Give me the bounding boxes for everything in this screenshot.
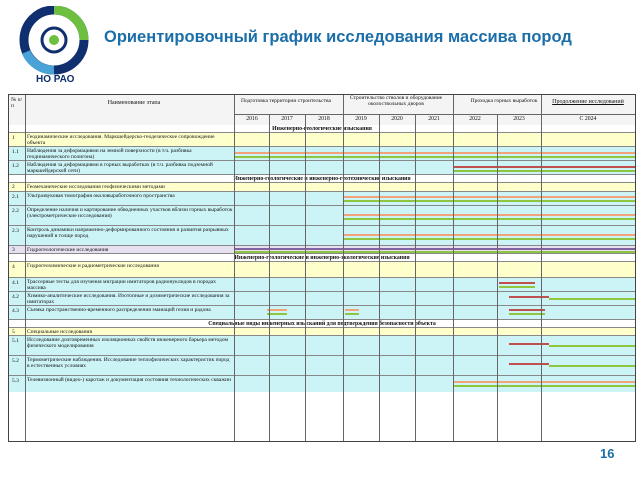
grid-line [497,115,498,441]
grid-line [415,115,416,441]
schedule-table [8,94,636,442]
row-num: 1.1 [12,149,19,155]
gantt-bar [345,313,359,315]
gantt-bar [509,309,545,311]
gantt-bar [235,156,635,158]
row-name: Специальные исследования [27,329,93,335]
col-phase3-header: Проходка горных выработок [470,98,538,104]
row-num: 5.3 [12,378,19,384]
col-phase2-header: Строительство стволов и оборудование околоствольных дворов [349,95,443,108]
logo-text: НО РАО [36,74,75,85]
row-num: 2.3 [12,228,19,234]
row-num: 1.2 [12,163,19,169]
gantt-bar [453,166,635,168]
gantt-bar [549,365,635,367]
gantt-bar [499,286,535,288]
gantt-bar [267,313,287,315]
row-num: 4.1 [12,280,19,286]
row-num: 5 [12,329,15,335]
year-2017: 2017 [281,116,293,122]
col-num-header: № п/п [11,97,23,110]
year-2023: 2023 [513,116,525,122]
year-2019: 2019 [355,116,367,122]
row-num: 2.1 [12,194,19,200]
year-2016: 2016 [246,116,258,122]
gantt-bar [509,363,549,365]
grid-line [305,115,306,441]
grid-line [541,95,542,441]
row-name: Химико-аналитические исследования. Изотопные и дозиметрические исследования за имитаторах [27,293,230,306]
col-name-header: Наименование этапа [107,100,161,106]
row-num: 5.2 [12,358,19,364]
year-2020: 2020 [391,116,403,122]
row-name: Телевизионный (видео-) каротаж и документация состояния технологических скважин [27,377,231,383]
gantt-bar [343,234,635,236]
gantt-bar [549,298,635,300]
page-number: 16 [600,446,615,461]
grid-line [343,95,344,441]
row-name: Геомеханические исследования геофизическими методами [27,184,165,190]
gantt-bar [453,381,635,383]
section-label: Инженерно-геологические и инженерно-экологические изыскания [234,254,410,261]
row-name: Гидрогеохимические и радиометрические исследования [27,263,159,269]
gantt-bar [343,200,635,202]
grid-line [269,115,270,441]
grid-line [379,115,380,441]
gantt-bar [343,238,635,240]
year-2024: С 2024 [579,116,597,122]
row-name: Наблюдения за деформациями в горных выработках (в т.ч. разбивка подземной маркшейдерской сети) [27,162,213,175]
row-name: Геодинамические исследования. Маркшейдерско-геодезическое сопровождение объекта [27,134,215,147]
section-label: Инженерно-геологические и инженерно-геотехнические изыскания [233,175,411,182]
row-num: 4 [12,264,15,270]
gantt-bar [235,152,635,154]
row-name: Наблюдения за деформациями на земной поверхности (в т.ч. разбивка геодинамического полигона) [27,148,192,161]
col-phase1-header: Подготовка территории строительства [241,98,331,104]
gantt-bar [499,282,535,284]
col-phase4-header: Продолжение исследований [552,99,624,105]
gantt-bar [345,309,359,311]
row-name: Ультразвуковая томография околовыработочного пространства [27,193,175,199]
year-2022: 2022 [469,116,481,122]
row-name: Контроль динамики напряженно-деформированного состояния и развития разрывных нарушений в толще пород [27,227,229,240]
row-num: 2.2 [12,208,19,214]
row-num: 1 [12,135,15,141]
gantt-bar [343,214,635,216]
grid-line [25,95,26,441]
row-num: 4.2 [12,294,19,300]
logo-emblem-icon [18,6,90,78]
row-name: Исследование долговременных изоляционных свойств инженерного барьера методом физического моделирования [27,337,228,350]
row-name: Гидрогеологические исследования [27,247,109,253]
gantt-bar [343,218,635,220]
row-name: Термометрические наблюдения. Исследование теплофизических характеристик пород в естественных условиях [27,357,230,370]
gantt-bar [343,196,635,198]
section-label: Инженерно-геологические изыскания [272,125,372,132]
row-num: 2 [12,184,15,190]
gantt-bar [549,345,635,347]
grid-line [453,95,454,441]
row-name: Съемка пространственно-временного распределения эманаций гелия и радона [27,307,211,313]
gantt-bar [509,296,549,298]
gantt-bar [509,313,545,315]
row-num: 5.1 [12,338,19,344]
gantt-bar [267,309,287,311]
row-num: 4.3 [12,308,19,314]
grid-line [234,95,235,441]
year-2018: 2018 [318,116,330,122]
row-name: Определение наличия и картирование обводненных участков вблизи горных выработок (электрометрические исследования) [27,207,233,220]
year-2021: 2021 [428,116,440,122]
gantt-bar [453,170,635,172]
gantt-bar [453,385,635,387]
gantt-bar [509,343,549,345]
section-label: Специальные виды инженерных изысканий для подтверждения безопасности объекта [208,320,436,327]
row-num: 3 [12,247,15,253]
row-name: Трассерные тесты для изучения миграции имитаторов радионуклидов в породах массива [27,279,217,292]
page-title: Ориентировочный график исследования массива пород [104,28,572,46]
